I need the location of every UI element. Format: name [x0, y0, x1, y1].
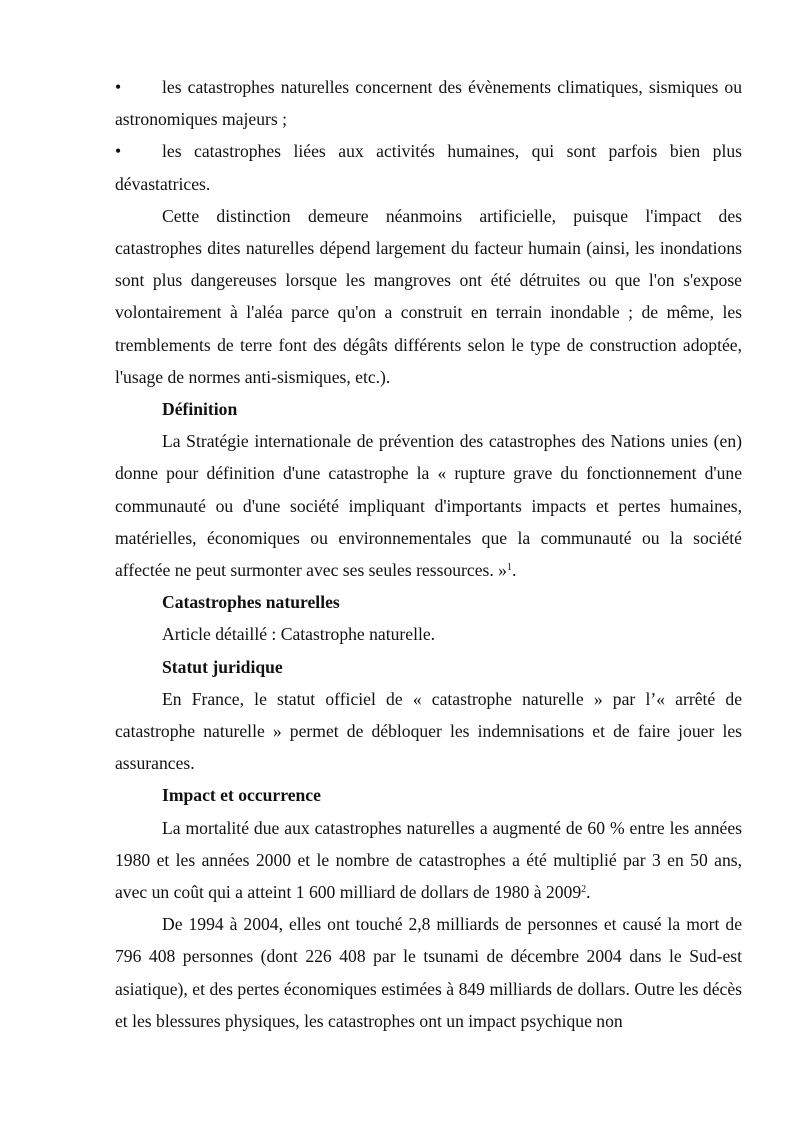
heading-natural-disasters: Catastrophes naturelles: [162, 592, 340, 613]
bullet-text: les catastrophes naturelles concernent des évènements climatiques, sismiques ou astronomiques majeurs ;: [115, 77, 742, 130]
bullet-mark: •: [115, 77, 122, 97]
bullet-text: les catastrophes liées aux activités humaines, qui sont parfois bien plus dévastatrices.: [115, 141, 742, 194]
impact-paragraph-1: [115, 812, 742, 909]
heading-impact: Impact et occurrence: [162, 785, 321, 806]
impact-paragraph-2: De 1994 à 2004, elles ont touché 2,8 milliards de personnes et causé la mort de 796 408 personnes (dont 226 408 par le tsunami de décembre 2004 dans le Sud-est asiatique), et des pertes économiques estimées à 849 milliards de dollars. Outre les décès et les blessures physiques, les catastrophes ont un impact psychique non: [115, 914, 742, 1031]
definition-text: La Stratégie internationale de prévention des catastrophes des Nations unies (en) donne pour définition d'une catastrophe la « rupture grave du fonctionnement d'une communauté ou d'une société impliquant d'importants impacts et pertes humaines, matérielles, économiques ou environnementales que la communauté ou la société affectée ne peut surmonter avec ses seules ressources. »: [115, 431, 742, 581]
list-item: [115, 135, 742, 199]
definition-trailing: .: [511, 560, 517, 581]
heading-legal-status: Statut juridique: [162, 656, 283, 677]
impact-trailing: .: [586, 882, 591, 903]
intro-paragraph: Cette distinction demeure néanmoins artificielle, puisque l'impact des catastrophes dites naturelles dépend largement du facteur humain (ainsi, les inondations sont plus dangereuses lorsque les mangroves ont été détruites ou que l'on s'expose volontairement à l'aléa parce qu'on a construit en terrain inondable ; de même, les tremblements de terre font des dégâts différents selon le type de construction adoptée, l'usage de normes anti-sismiques, etc.).: [115, 205, 742, 387]
definition-paragraph: [115, 425, 742, 586]
bullet-mark: •: [115, 141, 122, 162]
legal-paragraph: En France, le statut officiel de « catastrophe naturelle » par l’« arrêté de catastrophe naturelle » permet de débloquer les indemnisations et de faire jouer les assurances.: [115, 688, 742, 774]
detailed-article-note: Article détaillé : Catastrophe naturelle.: [162, 624, 436, 645]
heading-definition: Définition: [162, 399, 238, 420]
footnote-ref[interactable]: 2: [581, 884, 587, 896]
impact-text-1: La mortalité due aux catastrophes naturelles a augmenté de 60 % entre les années 1980 et les années 2000 et le nombre de catastrophes a été multiplié par 3 en 50 ans, avec un coût qui a atteint 1 600 milliard de dollars de 1980 à 2009: [115, 817, 742, 903]
footnote-ref[interactable]: 1: [506, 562, 512, 574]
document-page: [115, 71, 742, 1037]
list-item: [115, 71, 742, 135]
